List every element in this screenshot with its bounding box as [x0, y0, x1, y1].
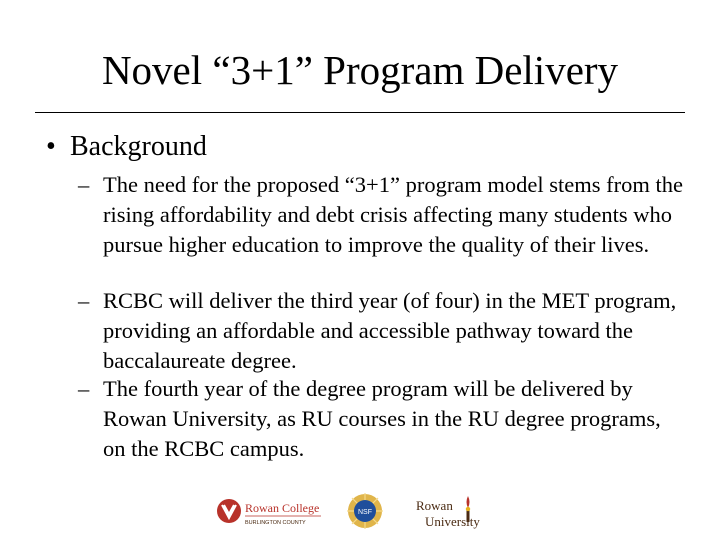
nsf-logo	[345, 488, 385, 534]
dash-marker: –	[78, 172, 90, 197]
rowan-college-logo	[215, 488, 325, 534]
sub-item-text: The fourth year of the degree program will be delivered by Rowan University, as RU courses in the RU degree programs, on the RCBC campus.	[103, 376, 661, 461]
sub-item-rcbc	[78, 286, 688, 376]
dash-marker: –	[78, 376, 90, 401]
ru-name: Rowan	[416, 498, 453, 513]
bullet-marker: •	[46, 131, 56, 162]
sub-item-text: RCBC will deliver the third year (of four) in the MET program, providing an affordable and accessible pathway toward the baccalaureate degree.	[103, 288, 677, 373]
ru-university: University	[425, 514, 480, 529]
rc-name: Rowan College	[245, 501, 320, 515]
nsf-sunburst-icon	[347, 493, 383, 529]
bullet-background	[46, 130, 207, 164]
sub-item-need	[78, 170, 688, 260]
sub-item-rowan	[78, 374, 688, 464]
nsf-text: NSF	[358, 509, 372, 516]
page-title: Novel “3+1” Program Delivery	[101, 47, 619, 93]
rowan-university-logo	[415, 488, 490, 534]
bullet-label: Background	[70, 131, 207, 162]
sub-item-text: The need for the proposed “3+1” program model stems from the rising affordability and debt crisis affecting many students who pursue higher education to improve the quality of their lives.	[103, 172, 684, 257]
dash-marker: –	[78, 288, 90, 313]
logo-strip	[0, 488, 720, 534]
title-divider	[35, 112, 685, 113]
rc-subtitle: BURLINGTON COUNTY	[245, 520, 306, 526]
